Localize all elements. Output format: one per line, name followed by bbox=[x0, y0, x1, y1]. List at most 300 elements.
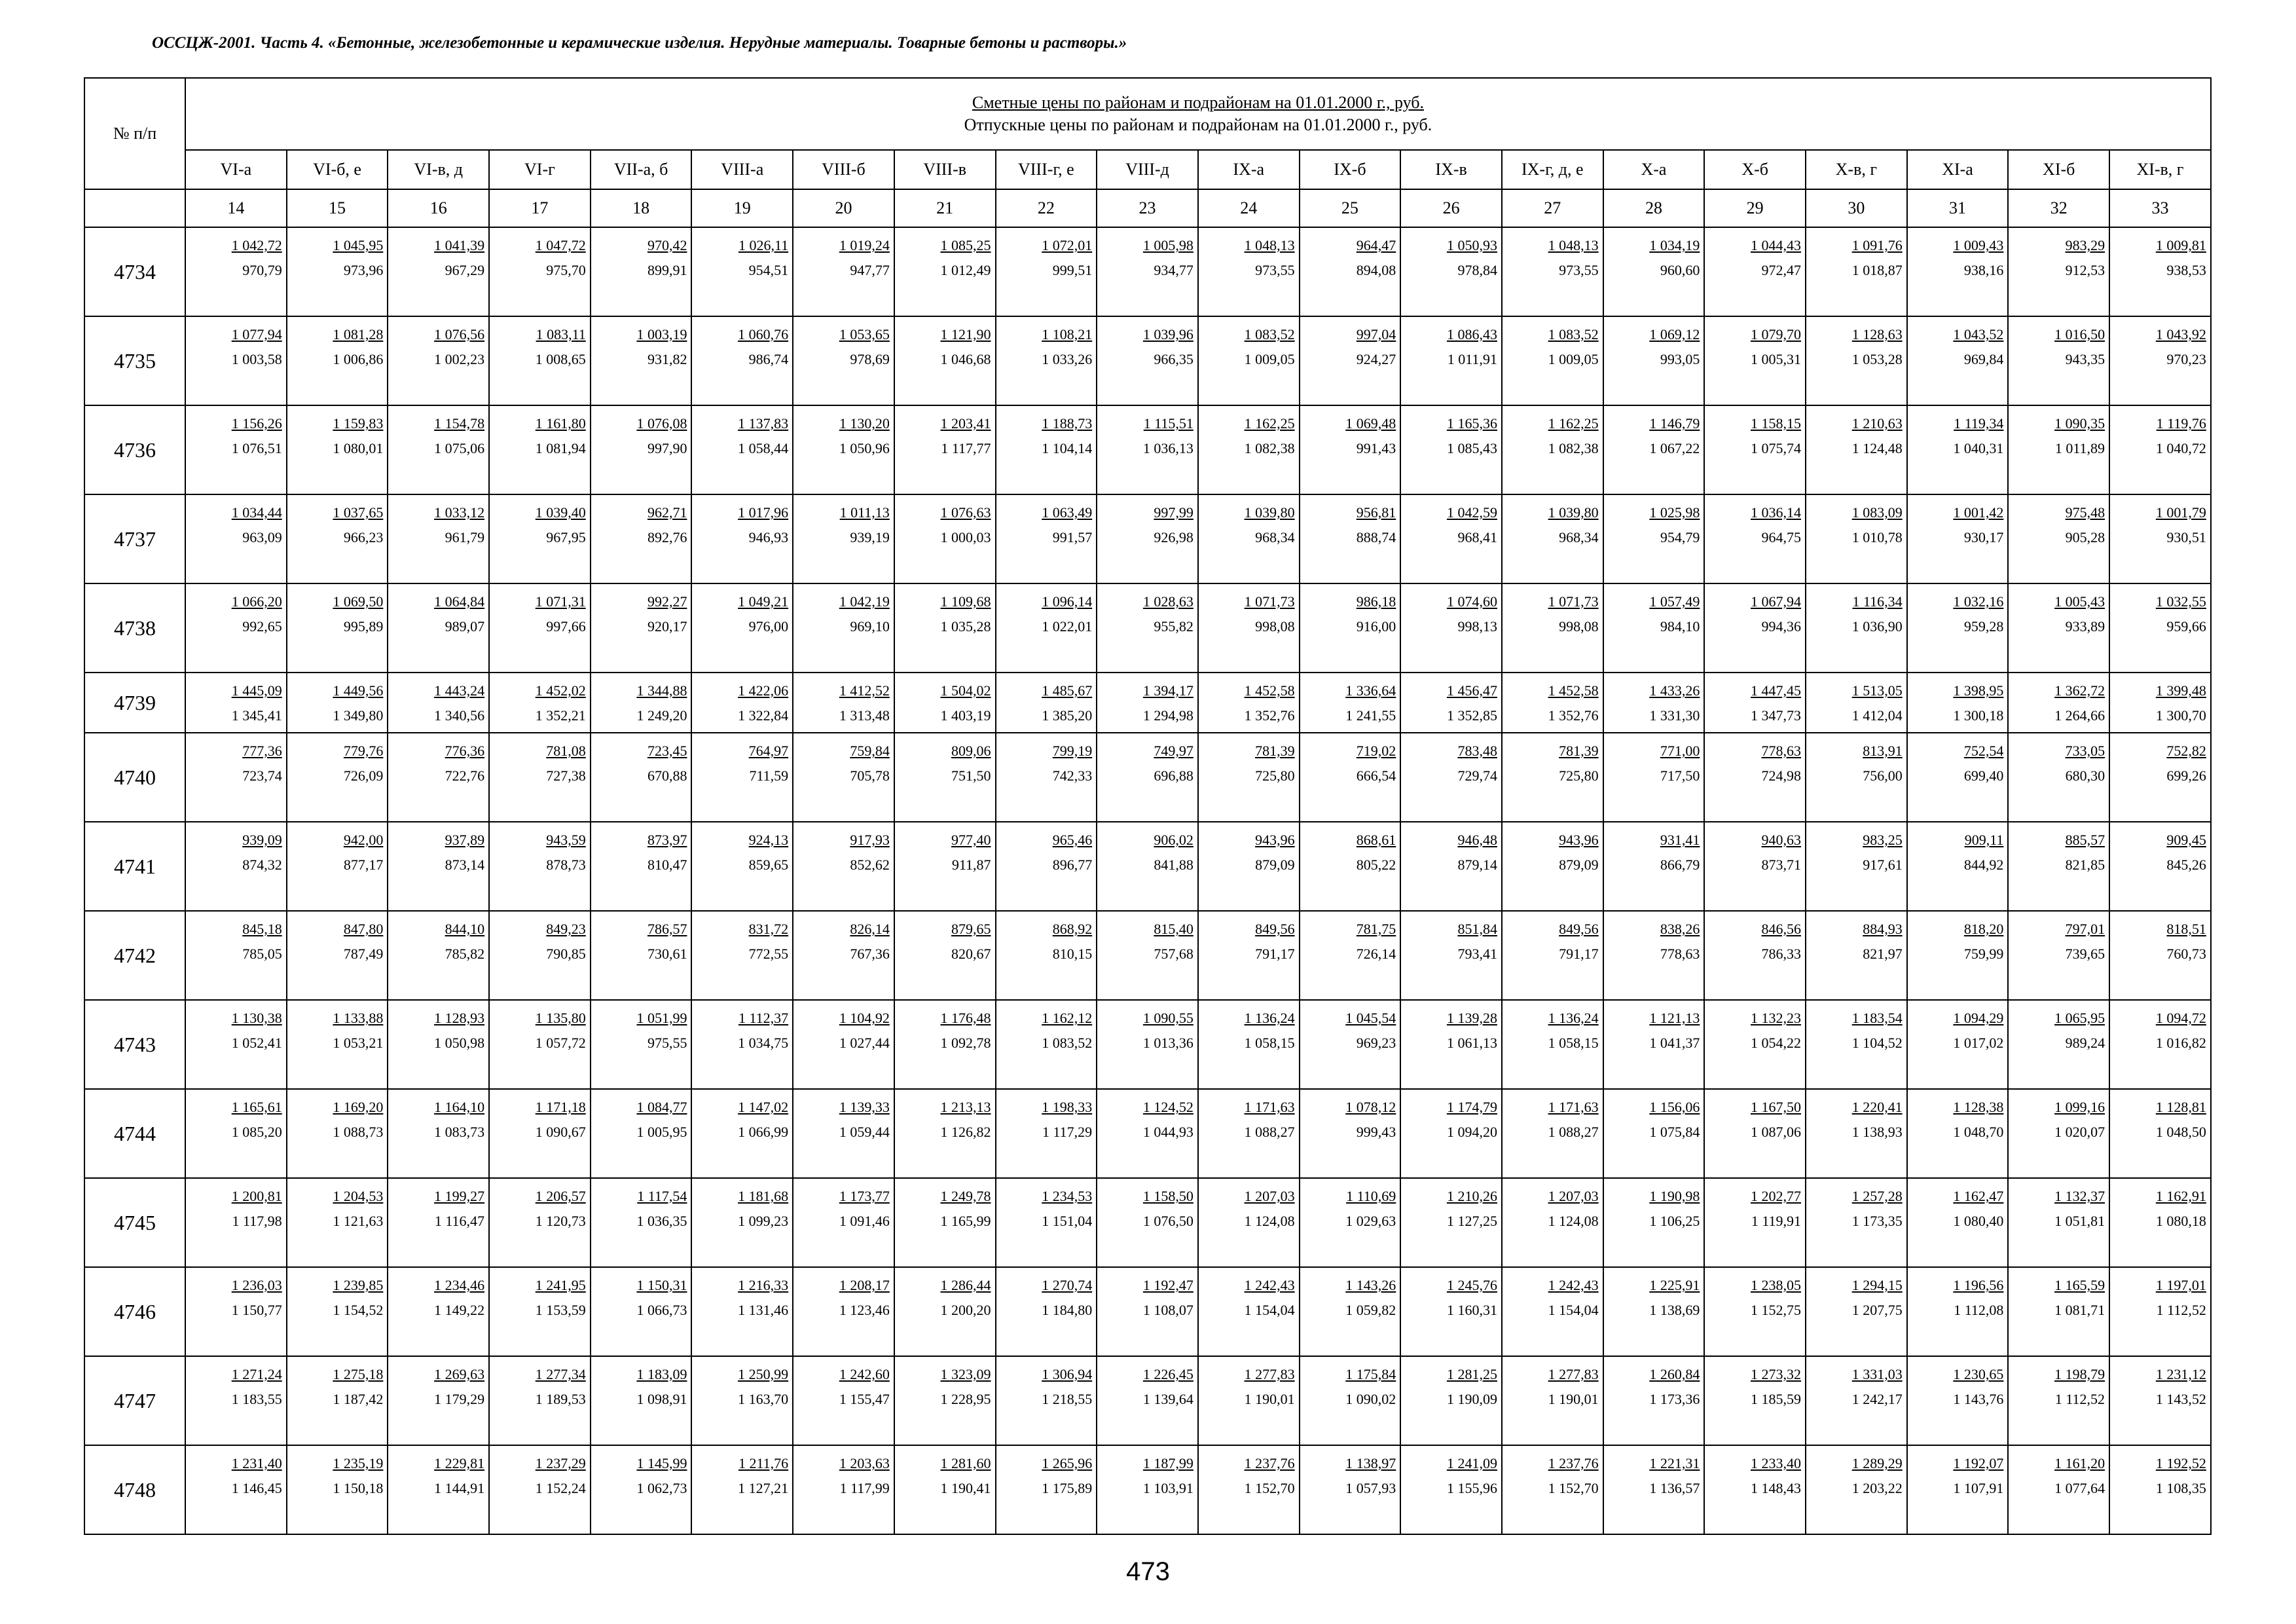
estimated-price: 1 135,80 bbox=[535, 1010, 586, 1026]
estimated-price: 1 050,93 bbox=[1446, 237, 1497, 253]
release-price: 1 352,76 bbox=[1548, 707, 1599, 724]
price-cell bbox=[1097, 405, 1198, 494]
price-cell bbox=[1300, 733, 1401, 822]
release-price: 680,30 bbox=[2065, 767, 2105, 784]
column-number: 17 bbox=[489, 189, 591, 227]
price-cell bbox=[287, 673, 388, 733]
price-cell bbox=[287, 911, 388, 1000]
estimated-price: 776,36 bbox=[445, 743, 485, 759]
table-row bbox=[84, 405, 2211, 494]
estimated-price: 1 048,13 bbox=[1548, 237, 1599, 253]
release-price: 874,32 bbox=[242, 857, 282, 873]
release-price: 1 016,82 bbox=[2155, 1035, 2206, 1051]
estimated-price: 1 049,21 bbox=[738, 593, 789, 610]
estimated-price: 1 143,26 bbox=[1345, 1277, 1396, 1293]
price-cell bbox=[591, 1178, 692, 1267]
region-header: XI-в, г bbox=[2109, 150, 2211, 189]
release-price: 1 075,74 bbox=[1751, 440, 1801, 456]
item-number: 4734 bbox=[84, 227, 185, 316]
price-cell bbox=[2008, 1356, 2109, 1445]
release-price: 1 058,15 bbox=[1548, 1035, 1599, 1051]
price-cell bbox=[1198, 494, 1300, 583]
price-cell bbox=[894, 316, 996, 405]
estimated-price: 1 211,76 bbox=[738, 1455, 789, 1471]
release-price: 1 294,98 bbox=[1142, 707, 1194, 724]
estimated-price: 1 025,98 bbox=[1649, 504, 1700, 521]
price-cell bbox=[1400, 733, 1502, 822]
release-price: 1 154,04 bbox=[1244, 1302, 1295, 1318]
release-price: 1 107,91 bbox=[1953, 1480, 2004, 1496]
price-cell bbox=[1400, 494, 1502, 583]
price-cell bbox=[1198, 673, 1300, 733]
release-price: 978,84 bbox=[1457, 262, 1497, 278]
price-cell bbox=[287, 1178, 388, 1267]
price-cell bbox=[793, 494, 894, 583]
price-cell bbox=[996, 1267, 1097, 1356]
release-price: 964,75 bbox=[1761, 529, 1801, 545]
price-cell bbox=[1502, 583, 1603, 673]
release-price: 905,28 bbox=[2065, 529, 2105, 545]
price-cell bbox=[287, 1356, 388, 1445]
estimated-price: 1 044,43 bbox=[1751, 237, 1801, 253]
table-row bbox=[84, 1000, 2211, 1089]
price-cell bbox=[591, 911, 692, 1000]
price-cell bbox=[591, 227, 692, 316]
estimated-price: 1 145,99 bbox=[636, 1455, 687, 1471]
estimated-price: 783,48 bbox=[1457, 743, 1497, 759]
estimated-price: 1 187,99 bbox=[1142, 1455, 1194, 1471]
price-cell bbox=[894, 822, 996, 911]
release-price: 845,26 bbox=[2166, 857, 2206, 873]
column-number: 20 bbox=[793, 189, 894, 227]
table-row bbox=[84, 673, 2211, 733]
price-cell bbox=[996, 733, 1097, 822]
column-number: 26 bbox=[1400, 189, 1502, 227]
price-cell bbox=[691, 1089, 793, 1178]
estimated-price: 943,59 bbox=[546, 832, 586, 848]
estimated-price: 1 150,31 bbox=[636, 1277, 687, 1293]
release-price: 969,84 bbox=[1963, 351, 2004, 367]
price-cell bbox=[2109, 733, 2211, 822]
release-price: 1 190,01 bbox=[1548, 1391, 1599, 1407]
estimated-price: 992,27 bbox=[647, 593, 687, 610]
estimated-price: 1 067,94 bbox=[1751, 593, 1801, 610]
price-cell bbox=[2109, 405, 2211, 494]
release-price: 1 165,99 bbox=[940, 1213, 991, 1229]
estimated-price: 845,18 bbox=[242, 921, 282, 937]
estimated-price: 937,89 bbox=[445, 832, 485, 848]
release-price: 1 173,36 bbox=[1649, 1391, 1700, 1407]
release-price: 1 104,52 bbox=[1851, 1035, 1903, 1051]
release-price: 785,82 bbox=[445, 946, 485, 962]
estimated-price: 849,56 bbox=[1559, 921, 1599, 937]
estimated-price: 942,00 bbox=[343, 832, 384, 848]
estimated-price: 1 183,54 bbox=[1851, 1010, 1903, 1026]
estimated-price: 997,04 bbox=[1356, 326, 1396, 342]
estimated-price: 1 096,14 bbox=[1042, 593, 1093, 610]
price-cell bbox=[1400, 1267, 1502, 1356]
release-price: 896,77 bbox=[1052, 857, 1093, 873]
estimated-price: 1 162,12 bbox=[1042, 1010, 1093, 1026]
estimated-price: 1 294,15 bbox=[1851, 1277, 1903, 1293]
estimated-price: 1 273,32 bbox=[1751, 1366, 1801, 1382]
release-price: 1 018,87 bbox=[1851, 262, 1903, 278]
release-price: 1 116,47 bbox=[434, 1213, 485, 1229]
price-cell bbox=[287, 1000, 388, 1089]
estimated-price: 1 039,80 bbox=[1548, 504, 1599, 521]
release-price: 1 131,46 bbox=[738, 1302, 789, 1318]
price-cell bbox=[1097, 911, 1198, 1000]
price-cell bbox=[2008, 911, 2109, 1000]
estimated-price: 1 045,95 bbox=[333, 237, 384, 253]
column-number: 24 bbox=[1198, 189, 1300, 227]
price-cell bbox=[1097, 1089, 1198, 1178]
release-price: 1 010,78 bbox=[1851, 529, 1903, 545]
price-cell bbox=[2109, 1267, 2211, 1356]
estimated-price: 1 231,40 bbox=[231, 1455, 282, 1471]
release-price: 699,40 bbox=[1963, 767, 2004, 784]
release-price: 1 057,93 bbox=[1345, 1480, 1396, 1496]
estimated-price: 1 456,47 bbox=[1446, 682, 1497, 699]
release-price: 1 352,21 bbox=[535, 707, 586, 724]
release-price: 1 066,73 bbox=[636, 1302, 687, 1318]
estimated-price: 964,47 bbox=[1356, 237, 1396, 253]
price-cell bbox=[2008, 227, 2109, 316]
price-cell bbox=[1097, 1267, 1198, 1356]
estimated-price: 1 198,33 bbox=[1042, 1099, 1093, 1115]
estimated-price: 1 245,76 bbox=[1446, 1277, 1497, 1293]
price-cell bbox=[388, 583, 489, 673]
price-cell bbox=[894, 673, 996, 733]
estimated-price: 1 277,83 bbox=[1244, 1366, 1295, 1382]
region-header: VIII-в bbox=[894, 150, 996, 189]
release-price: 1 412,04 bbox=[1851, 707, 1903, 724]
release-price: 727,38 bbox=[546, 767, 586, 784]
estimated-price: 1 137,83 bbox=[738, 415, 789, 432]
price-cell bbox=[691, 316, 793, 405]
price-cell bbox=[185, 583, 287, 673]
column-number: 23 bbox=[1097, 189, 1198, 227]
estimated-price: 1 064,84 bbox=[434, 593, 485, 610]
page-header: ОССЦЖ-2001. Часть 4. «Бетонные, железобетонные и керамические изделия. Нерудные материалы. Товарные бетоны и растворы.» bbox=[152, 34, 1127, 52]
release-price: 939,19 bbox=[850, 529, 890, 545]
release-price: 924,27 bbox=[1356, 351, 1396, 367]
item-number: 4748 bbox=[84, 1445, 185, 1534]
estimated-price: 1 173,77 bbox=[839, 1188, 890, 1204]
price-cell bbox=[691, 1178, 793, 1267]
estimated-price: 1 331,03 bbox=[1851, 1366, 1903, 1382]
estimated-price: 983,29 bbox=[2065, 237, 2105, 253]
estimated-price: 1 271,24 bbox=[231, 1366, 282, 1382]
release-price: 943,35 bbox=[2065, 351, 2105, 367]
estimated-price: 1 241,95 bbox=[535, 1277, 586, 1293]
estimated-price: 1 242,43 bbox=[1548, 1277, 1599, 1293]
price-cell bbox=[2109, 227, 2211, 316]
release-price: 970,79 bbox=[242, 262, 282, 278]
release-price: 1 094,20 bbox=[1446, 1124, 1497, 1140]
price-cell bbox=[1400, 1356, 1502, 1445]
price-cell bbox=[1400, 1445, 1502, 1534]
estimated-price: 1 043,52 bbox=[1953, 326, 2004, 342]
estimated-price: 1 231,12 bbox=[2155, 1366, 2206, 1382]
price-cell bbox=[691, 1445, 793, 1534]
release-price: 1 009,05 bbox=[1548, 351, 1599, 367]
estimated-price: 1 003,19 bbox=[636, 326, 687, 342]
estimated-price: 1 081,28 bbox=[333, 326, 384, 342]
release-price: 997,90 bbox=[647, 440, 687, 456]
release-price: 879,14 bbox=[1457, 857, 1497, 873]
release-price: 1 044,93 bbox=[1142, 1124, 1194, 1140]
price-cell bbox=[388, 227, 489, 316]
release-price: 1 081,71 bbox=[2054, 1302, 2105, 1318]
estimated-price: 1 136,24 bbox=[1548, 1010, 1599, 1026]
price-cell bbox=[1400, 822, 1502, 911]
release-price: 786,33 bbox=[1761, 946, 1801, 962]
price-cell bbox=[2109, 673, 2211, 733]
price-cell bbox=[2008, 733, 2109, 822]
release-price: 967,29 bbox=[445, 262, 485, 278]
item-number: 4743 bbox=[84, 1000, 185, 1089]
estimated-price: 1 161,20 bbox=[2054, 1455, 2105, 1471]
price-cell bbox=[1806, 227, 1907, 316]
release-price: 742,33 bbox=[1052, 767, 1093, 784]
estimated-price: 940,63 bbox=[1761, 832, 1801, 848]
price-cell bbox=[1806, 583, 1907, 673]
release-price: 1 035,28 bbox=[940, 618, 991, 635]
release-price: 787,49 bbox=[343, 946, 384, 962]
price-cell bbox=[1806, 1267, 1907, 1356]
price-cell bbox=[185, 822, 287, 911]
price-cell bbox=[793, 733, 894, 822]
estimated-price: 1 109,68 bbox=[940, 593, 991, 610]
estimated-price: 1 210,26 bbox=[1446, 1188, 1497, 1204]
price-cell bbox=[1198, 316, 1300, 405]
region-header: VIII-д bbox=[1097, 150, 1198, 189]
release-price: 1 059,82 bbox=[1345, 1302, 1396, 1318]
release-price: 1 080,01 bbox=[333, 440, 384, 456]
item-number: 4740 bbox=[84, 733, 185, 822]
release-price: 1 034,75 bbox=[738, 1035, 789, 1051]
estimated-price: 1 001,42 bbox=[1953, 504, 2004, 521]
price-cell bbox=[591, 1267, 692, 1356]
release-price: 955,82 bbox=[1154, 618, 1194, 635]
release-price: 1 036,35 bbox=[636, 1213, 687, 1229]
release-price: 954,79 bbox=[1660, 529, 1700, 545]
price-cell bbox=[591, 316, 692, 405]
price-cell bbox=[1300, 1267, 1401, 1356]
estimated-price: 1 132,23 bbox=[1751, 1010, 1801, 1026]
estimated-price: 1 005,98 bbox=[1142, 237, 1194, 253]
price-cell bbox=[388, 494, 489, 583]
price-cell bbox=[1502, 1089, 1603, 1178]
release-price: 969,23 bbox=[1356, 1035, 1396, 1051]
release-price: 1 117,99 bbox=[839, 1480, 890, 1496]
price-cell bbox=[1502, 1445, 1603, 1534]
release-price: 973,96 bbox=[343, 262, 384, 278]
estimated-price: 749,97 bbox=[1154, 743, 1194, 759]
price-cell bbox=[1300, 405, 1401, 494]
estimated-price: 1 032,55 bbox=[2155, 593, 2206, 610]
release-price: 1 173,35 bbox=[1851, 1213, 1903, 1229]
estimated-price: 1 083,09 bbox=[1851, 504, 1903, 521]
price-cell bbox=[1603, 1089, 1705, 1178]
table-row bbox=[84, 1089, 2211, 1178]
release-price: 1 150,18 bbox=[333, 1480, 384, 1496]
price-cell bbox=[1907, 583, 2009, 673]
estimated-price: 1 164,10 bbox=[434, 1099, 485, 1115]
column-number-row bbox=[84, 189, 2211, 227]
release-price: 1 051,81 bbox=[2054, 1213, 2105, 1229]
price-cell bbox=[996, 1178, 1097, 1267]
price-cell bbox=[2008, 822, 2109, 911]
price-cell bbox=[489, 1356, 591, 1445]
price-cell bbox=[1097, 1445, 1198, 1534]
price-cell bbox=[1603, 494, 1705, 583]
release-price: 1 029,63 bbox=[1345, 1213, 1396, 1229]
price-cell bbox=[996, 1000, 1097, 1089]
release-price: 705,78 bbox=[850, 767, 890, 784]
column-number: 28 bbox=[1603, 189, 1705, 227]
price-cell bbox=[691, 911, 793, 1000]
estimated-price: 1 165,59 bbox=[2054, 1277, 2105, 1293]
estimated-price: 1 239,85 bbox=[333, 1277, 384, 1293]
release-price: 1 126,82 bbox=[940, 1124, 991, 1140]
release-price: 1 249,20 bbox=[636, 707, 687, 724]
release-price: 670,88 bbox=[647, 767, 687, 784]
price-cell bbox=[1300, 1445, 1401, 1534]
release-price: 841,88 bbox=[1154, 857, 1194, 873]
price-cell bbox=[1300, 911, 1401, 1000]
release-price: 1 082,38 bbox=[1548, 440, 1599, 456]
price-cell bbox=[591, 1445, 692, 1534]
estimated-price: 1 188,73 bbox=[1042, 415, 1093, 432]
price-cell bbox=[1907, 1267, 2009, 1356]
estimated-price: 1 449,56 bbox=[333, 682, 384, 699]
price-cell bbox=[185, 227, 287, 316]
release-price: 991,57 bbox=[1052, 529, 1093, 545]
price-cell bbox=[1907, 1000, 2009, 1089]
estimated-price: 846,56 bbox=[1761, 921, 1801, 937]
release-price: 1 040,31 bbox=[1953, 440, 2004, 456]
region-header: VIII-б bbox=[793, 150, 894, 189]
estimated-price: 1 281,25 bbox=[1446, 1366, 1497, 1382]
estimated-price: 1 079,70 bbox=[1751, 326, 1801, 342]
estimated-price: 1 336,64 bbox=[1345, 682, 1396, 699]
release-price: 1 058,44 bbox=[738, 440, 789, 456]
price-cell bbox=[996, 911, 1097, 1000]
release-price: 1 138,93 bbox=[1851, 1124, 1903, 1140]
release-price: 1 203,22 bbox=[1851, 1480, 1903, 1496]
release-price: 1 059,44 bbox=[839, 1124, 890, 1140]
estimated-price: 1 362,72 bbox=[2054, 682, 2105, 699]
estimated-price: 1 039,96 bbox=[1142, 326, 1194, 342]
release-price: 933,89 bbox=[2065, 618, 2105, 635]
column-number-blank bbox=[84, 189, 185, 227]
price-cell bbox=[388, 1356, 489, 1445]
price-cell bbox=[996, 1356, 1097, 1445]
estimated-price: 1 034,19 bbox=[1649, 237, 1700, 253]
price-cell bbox=[894, 733, 996, 822]
region-header: VI-г bbox=[489, 150, 591, 189]
price-cell bbox=[2109, 583, 2211, 673]
price-cell bbox=[996, 1089, 1097, 1178]
price-cell bbox=[1907, 911, 2009, 1000]
table-row bbox=[84, 911, 2211, 1000]
estimated-price: 1 071,73 bbox=[1548, 593, 1599, 610]
release-price: 892,76 bbox=[647, 529, 687, 545]
column-number: 21 bbox=[894, 189, 996, 227]
estimated-price: 1 176,48 bbox=[940, 1010, 991, 1026]
price-cell bbox=[1704, 1267, 1806, 1356]
estimated-price: 1 275,18 bbox=[333, 1366, 384, 1382]
price-cell bbox=[1603, 1267, 1705, 1356]
price-cell bbox=[894, 1089, 996, 1178]
table-row bbox=[84, 316, 2211, 405]
estimated-price: 1 207,03 bbox=[1244, 1188, 1295, 1204]
release-price: 1 081,94 bbox=[535, 440, 586, 456]
release-price: 1 187,42 bbox=[333, 1391, 384, 1407]
price-cell bbox=[1603, 822, 1705, 911]
release-price: 1 117,77 bbox=[941, 440, 991, 456]
release-price: 1 160,31 bbox=[1446, 1302, 1497, 1318]
estimated-price: 1 399,48 bbox=[2155, 682, 2206, 699]
release-price: 1 009,05 bbox=[1244, 351, 1295, 367]
estimated-price: 1 452,58 bbox=[1244, 682, 1295, 699]
release-price: 1 098,91 bbox=[636, 1391, 687, 1407]
release-price: 911,87 bbox=[951, 857, 991, 873]
estimated-price: 719,02 bbox=[1356, 743, 1396, 759]
column-number: 30 bbox=[1806, 189, 1907, 227]
price-cell bbox=[489, 673, 591, 733]
estimated-price: 844,10 bbox=[445, 921, 485, 937]
release-price: 931,82 bbox=[647, 351, 687, 367]
estimated-price: 1 128,81 bbox=[2155, 1099, 2206, 1115]
estimated-price: 1 165,61 bbox=[231, 1099, 282, 1115]
estimated-price: 1 250,99 bbox=[738, 1366, 789, 1382]
estimated-price: 1 306,94 bbox=[1042, 1366, 1093, 1382]
estimated-price: 1 076,63 bbox=[940, 504, 991, 521]
release-price: 998,08 bbox=[1255, 618, 1295, 635]
release-price: 1 075,84 bbox=[1649, 1124, 1700, 1140]
release-price: 1 050,98 bbox=[434, 1035, 485, 1051]
table-row bbox=[84, 1267, 2211, 1356]
estimated-price: 1 048,13 bbox=[1244, 237, 1295, 253]
price-cell bbox=[1603, 911, 1705, 1000]
release-price: 1 106,25 bbox=[1649, 1213, 1700, 1229]
release-price: 722,76 bbox=[445, 767, 485, 784]
price-cell bbox=[691, 1267, 793, 1356]
estimated-price: 1 033,12 bbox=[434, 504, 485, 521]
estimated-price: 1 139,28 bbox=[1446, 1010, 1497, 1026]
price-cell bbox=[691, 405, 793, 494]
price-cell bbox=[591, 494, 692, 583]
price-cell bbox=[1400, 1178, 1502, 1267]
price-cell bbox=[2008, 316, 2109, 405]
release-price: 1 127,25 bbox=[1446, 1213, 1497, 1229]
estimated-price: 777,36 bbox=[242, 743, 282, 759]
table-body bbox=[84, 227, 2211, 1534]
release-price: 960,60 bbox=[1660, 262, 1700, 278]
release-price: 994,36 bbox=[1761, 618, 1801, 635]
release-price: 1 119,91 bbox=[1751, 1213, 1801, 1229]
price-cell bbox=[287, 316, 388, 405]
estimated-price: 1 071,31 bbox=[535, 593, 586, 610]
estimated-price: 1 260,84 bbox=[1649, 1366, 1700, 1382]
estimated-price: 1 147,02 bbox=[738, 1099, 789, 1115]
price-cell bbox=[1300, 673, 1401, 733]
release-price: 1 152,70 bbox=[1244, 1480, 1295, 1496]
estimated-price: 1 043,92 bbox=[2155, 326, 2206, 342]
